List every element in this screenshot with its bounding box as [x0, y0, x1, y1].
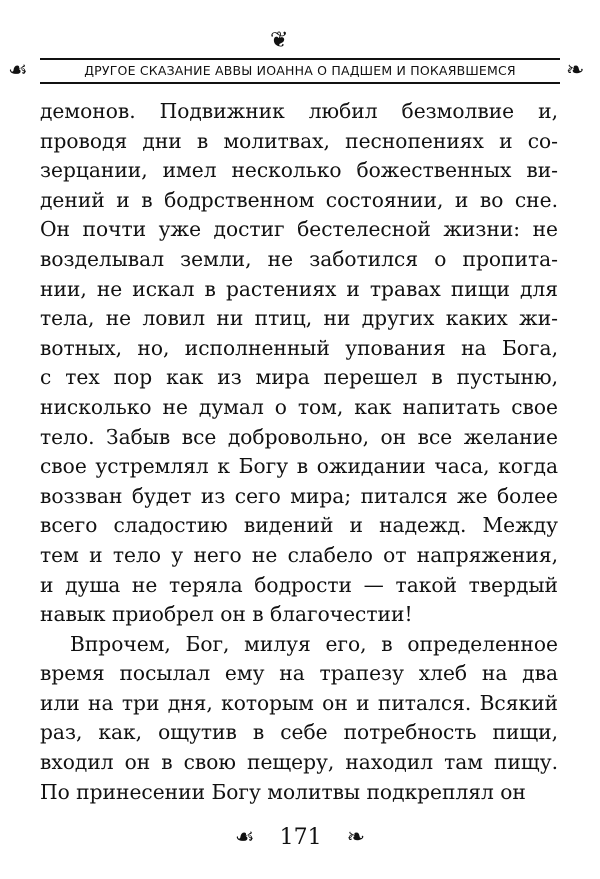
text-line: с тех пор как из мира перешел в пустыню, [40, 365, 558, 390]
text-line: возделывал земли, не заботился о пропита- [40, 246, 558, 271]
text-line: свое устремлял к Богу в ожидании часа, когда [40, 454, 558, 479]
text-line: проводя дни в молитвах, песнопениях и со- [40, 128, 558, 153]
text-line: и душа не теряла бодрости — такой твердый [40, 572, 558, 597]
left-fleuron-icon: ☙ [8, 58, 28, 83]
text-line: зерцании, имел несколько божественных ви- [40, 158, 558, 183]
top-ornament-icon: ❦ [270, 28, 289, 53]
page-number: 171 [279, 825, 322, 850]
text-line: навык приобрел он в благочестии! [40, 602, 413, 627]
text-line: всего сладостию видений и надежд. Между [40, 513, 558, 538]
text-line: входил он в свою пещеру, находил там пищу. [40, 750, 558, 775]
page-footer [0, 825, 600, 850]
running-title: ДРУГОЕ СКАЗАНИЕ АВВЫ ИОАННА О ПАДШЕМ И ПОКАЯВШЕМСЯ [40, 58, 560, 84]
text-line: По принесении Богу молитвы подкреплял он [40, 779, 526, 804]
text-line: воззван будет из сего мира; питался же более [40, 483, 558, 508]
text-line: тело. Забыв все добровольно, он все желание [40, 424, 558, 449]
text-line: или на три дня, которым он и питался. Всякий [40, 690, 558, 715]
text-line: нисколько не думал о том, как напитать свое [40, 394, 558, 419]
text-line: нии, не искал в растениях и травах пищи для [40, 276, 558, 301]
running-header [0, 28, 600, 84]
left-fleuron-icon: ☙ [234, 825, 255, 850]
text-line: дений и в бодрственном состоянии, и во сне. [40, 187, 558, 212]
text-line: тем и тело у него не слабело от напряжения, [40, 542, 558, 567]
text-line: время посылал ему на трапезу хлеб на два [40, 661, 558, 686]
text-line: Впрочем, Бог, милуя его, в определенное [70, 631, 558, 656]
text-line: раз, как, ощутив в себе потребность пищи, [40, 720, 558, 745]
body-text [40, 97, 558, 807]
text-line: вотных, но, исполненный упования на Бога, [40, 335, 558, 360]
text-line: Он почти уже достиг бестелесной жизни: не [40, 217, 558, 242]
text-line: тела, не ловил ни птиц, ни других каких жи- [40, 306, 558, 331]
right-fleuron-icon: ❧ [566, 58, 585, 83]
text-line: демонов. Подвижник любил безмолвие и, [40, 99, 558, 123]
right-fleuron-icon: ❧ [346, 825, 366, 850]
